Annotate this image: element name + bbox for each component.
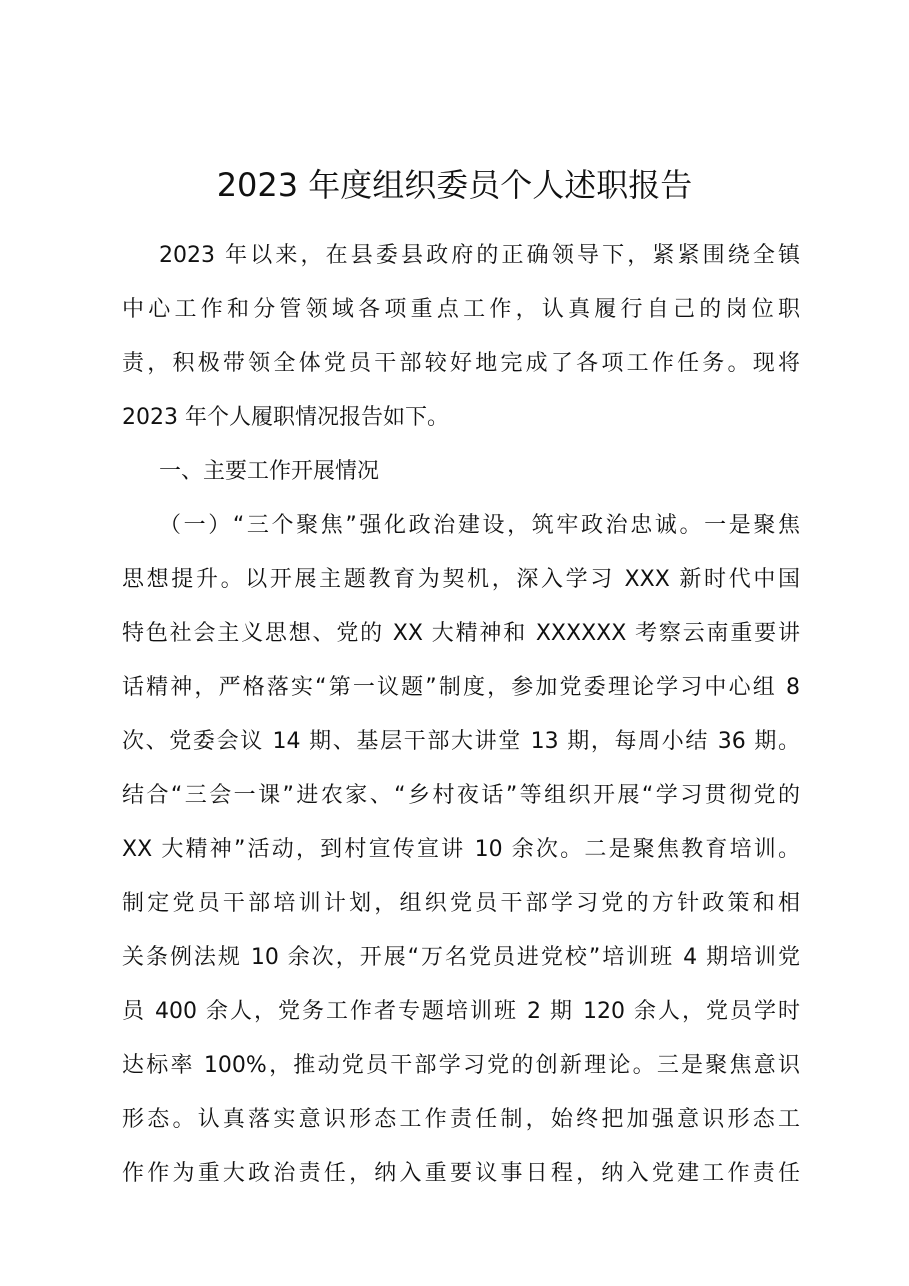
section-heading-text: 一、主要工作开展情况	[159, 459, 380, 484]
text-line: 结合“三会一课”进农家、“乡村夜话”等组织开展“学习贯彻党的	[122, 783, 800, 808]
text-line: 责，积极带领全体党员干部较好地完成了各项工作任务。现将	[122, 351, 800, 376]
text-line: 形态。认真落实意识形态工作责任制，始终把加强意识形态工	[122, 1107, 800, 1132]
paragraph-intro	[122, 229, 800, 445]
text-line: 员 400 余人，党务工作者专题培训班 2 期 120 余人，党员学时	[122, 999, 800, 1024]
text-line: XX 大精神”活动，到村宣传宣讲 10 余次。二是聚焦教育培训。	[122, 837, 800, 862]
text-line: 2023 年个人履职情况报告如下。	[122, 405, 449, 430]
document-title: 2023 年度组织委员个人述职报告	[216, 166, 693, 204]
text-line: 次、党委会议 14 期、基层干部大讲堂 13 期，每周小结 36 期。	[122, 729, 800, 754]
text-line: 中心工作和分管领域各项重点工作，认真履行自己的岗位职	[122, 297, 800, 322]
text-line: （一）“三个聚焦”强化政治建设，筑牢政治忠诚。一是聚焦	[159, 513, 800, 538]
text-line: 制定党员干部培训计划，组织党员干部学习党的方针政策和相	[122, 891, 800, 916]
text-line: 关条例法规 10 余次，开展“万名党员进党校”培训班 4 期培训党	[122, 945, 800, 970]
document-body	[122, 229, 800, 1201]
text-line: 思想提升。以开展主题教育为契机，深入学习 XXX 新时代中国	[122, 567, 800, 592]
text-line: 2023 年以来，在县委县政府的正确领导下，紧紧围绕全镇	[159, 243, 800, 268]
text-line: 达标率 100%，推动党员干部学习党的创新理论。三是聚焦意识	[122, 1053, 800, 1078]
text-line: 作作为重大政治责任，纳入重要议事日程，纳入党建工作责任	[122, 1161, 800, 1186]
section-heading	[122, 445, 800, 499]
text-line: 特色社会主义思想、党的 XX 大精神和 XXXXXX 考察云南重要讲	[122, 621, 800, 646]
text-line: 话精神，严格落实“第一议题”制度，参加党委理论学习中心组 8	[122, 675, 800, 700]
paragraph-political-building	[122, 499, 800, 1201]
